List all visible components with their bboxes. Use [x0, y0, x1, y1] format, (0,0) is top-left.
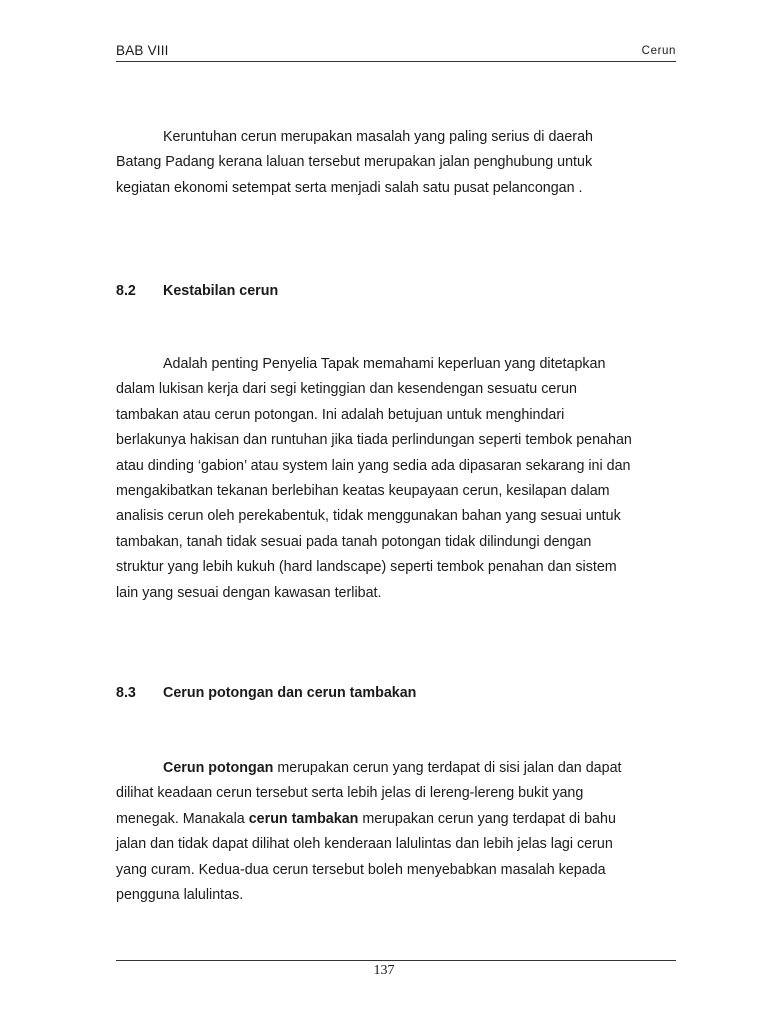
page-number: 137 [373, 963, 395, 978]
paragraph-line: dalam lukisan kerja dari segi ketinggian dan kesendengan sesuatu cerun [116, 381, 577, 398]
paragraph-kestabilan [116, 352, 681, 606]
paragraph-line: kegiatan ekonomi setempat serta menjadi salah satu pusat pelancongan . [116, 179, 583, 196]
section-heading-8-2 [116, 283, 278, 299]
paragraph-line [116, 807, 681, 832]
section-title: Kestabilan cerun [163, 283, 279, 299]
chapter-label: BAB VIII [116, 43, 169, 58]
paragraph-line: jalan dan tidak dapat dilihat oleh kenderaan lalulintas dan lebih jelas lagi cerun [116, 836, 613, 853]
paragraph-cerun [116, 756, 681, 908]
paragraph-line: yang curam. Kedua-dua cerun tersebut boleh menyebabkan masalah kepada [116, 861, 606, 878]
section-heading-8-3 [116, 685, 416, 701]
paragraph-line: atau dinding ‘gabion’ atau system lain yang sedia ada dipasaran sekarang ini dan [116, 457, 631, 474]
paragraph-line: Adalah penting Penyelia Tapak memahami keperluan yang ditetapkan [163, 356, 606, 372]
paragraph-line: lain yang sesuai dengan kawasan terlibat. [116, 584, 382, 601]
paragraph-line: analisis cerun oleh perekabentuk, tidak menggunakan bahan yang sesuai untuk [116, 508, 621, 525]
paragraph-line: berlakunya hakisan dan runtuhan jika tiada perlindungan seperti tembok penahan [116, 432, 632, 449]
paragraph-line: tambakan, tanah tidak sesuai pada tanah potongan tidak dilindungi dengan [116, 533, 592, 550]
paragraph-line: mengakibatkan tekanan berlebihan keatas keupayaan cerun, kesilapan dalam [116, 482, 610, 499]
paragraph-line: dilihat keadaan cerun tersebut serta lebih jelas di lereng-lereng bukit yang [116, 785, 584, 802]
paragraph-line: pengguna lalulintas. [116, 886, 244, 903]
paragraph-line [116, 756, 681, 781]
section-number: 8.2 [116, 283, 136, 299]
line-text: menegak. Manakala [116, 810, 249, 827]
paragraph-line: tambakan atau cerun potongan. Ini adalah betujuan untuk menghindari [116, 406, 565, 423]
section-title: Cerun potongan dan cerun tambakan [163, 685, 417, 701]
footer-divider [116, 960, 676, 961]
paragraph-line: Keruntuhan cerun merupakan masalah yang paling serius di daerah [163, 129, 593, 145]
section-number: 8.3 [116, 685, 136, 701]
term-cerun-tambakan: cerun tambakan [248, 810, 359, 827]
term-cerun-potongan: Cerun potongan [163, 760, 274, 776]
line-text: merupakan cerun yang terdapat di sisi jalan dan dapat [273, 760, 622, 776]
paragraph-line: struktur yang lebih kukuh (hard landscape) seperti tembok penahan dan sistem [116, 559, 617, 576]
page-header [116, 43, 676, 62]
paragraph-intro [116, 125, 681, 201]
paragraph-line: Batang Padang kerana laluan tersebut merupakan jalan penghubung untuk [116, 154, 593, 171]
section-label: Cerun [641, 45, 676, 57]
line-text: merupakan cerun yang terdapat di bahu [358, 810, 616, 827]
